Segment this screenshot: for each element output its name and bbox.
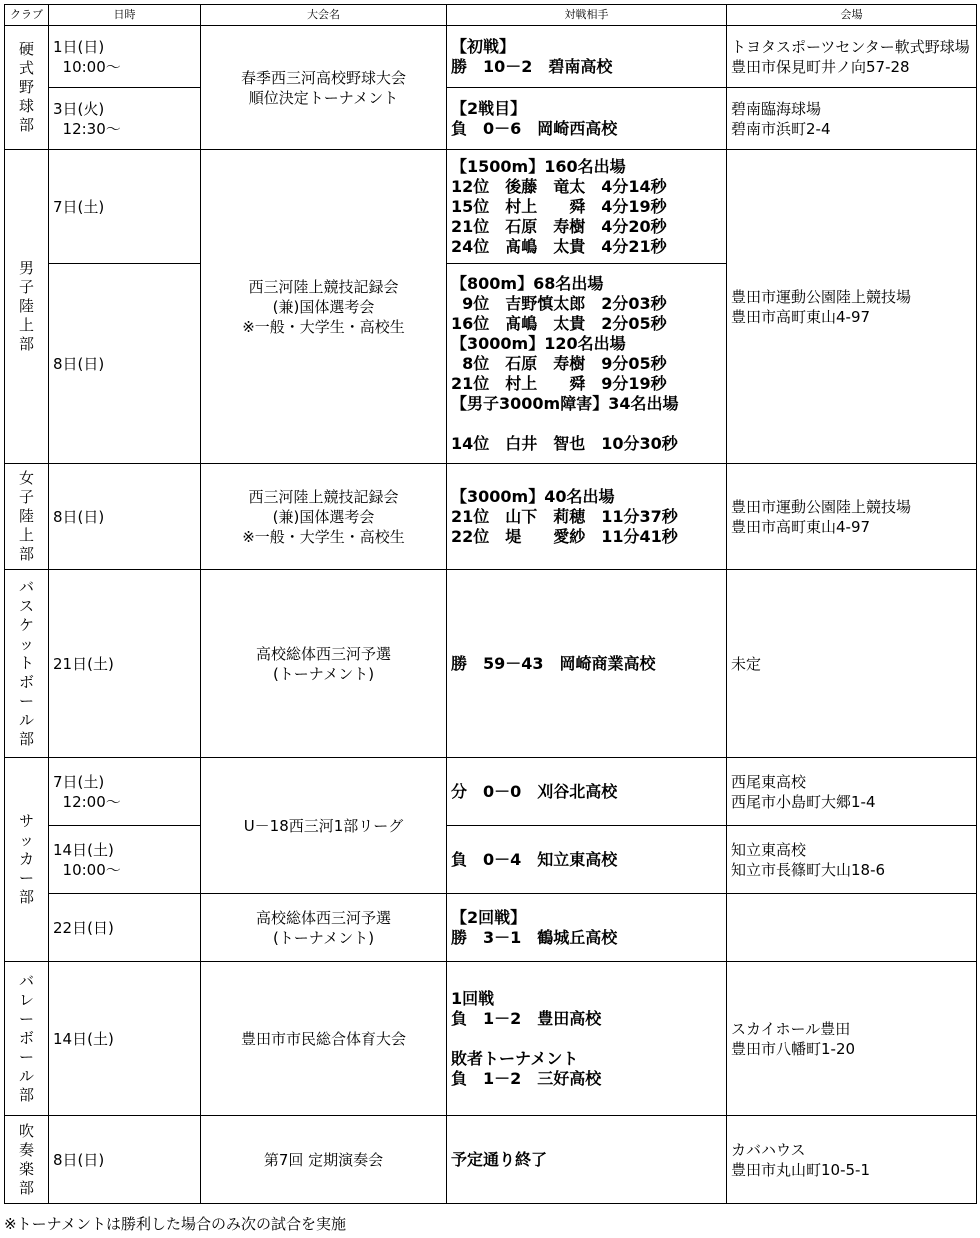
header-club: クラブ (5, 5, 49, 26)
club-cell-basketball (5, 570, 49, 758)
club-name-char: ー (18, 1010, 34, 1028)
club-name-char: ー (18, 869, 34, 887)
club-name-char: 硬 (18, 40, 34, 58)
table-row (5, 826, 977, 894)
header-opponent: 対戦相手 (447, 5, 727, 26)
opponent-cell: 予定通り終了 (447, 1116, 727, 1204)
table-row (5, 26, 977, 88)
table-row (5, 1116, 977, 1204)
header-venue: 会場 (727, 5, 977, 26)
club-name-char: 男 (18, 259, 34, 277)
club-name-char: ト (18, 654, 34, 672)
opponent-cell: 【800m】68名出場 9位 吉野慎太郎 2分03秒 16位 髙嶋 太貴 2分05秒 【3000m】120名出場 8位 石原 寿樹 9分05秒 21位 村上 舜 9分19秒 【男子3000m障害】34名出場 14位 白井 智也 10分30秒 (447, 264, 727, 464)
date-cell: 8日(日) (49, 1116, 201, 1204)
club-name-char: バ (18, 578, 34, 596)
club-name-char: 野 (18, 78, 34, 96)
table-row (5, 88, 977, 150)
date-cell: 14日(土) (49, 962, 201, 1116)
club-cell-womens-track (5, 464, 49, 570)
club-name-char: サ (18, 812, 34, 830)
club-name-char: ル (18, 711, 34, 729)
opponent-cell: 【1500m】160名出場 12位 後藤 竜太 4分14秒 15位 村上 舜 4分19秒 21位 石原 寿樹 4分20秒 24位 髙嶋 太貴 4分21秒 (447, 150, 727, 264)
footnote: ※トーナメントは勝利した場合のみ次の試合を実施 (4, 1215, 346, 1233)
club-name-char: 球 (18, 97, 34, 115)
club-name-char: 子 (18, 488, 34, 506)
event-cell: 豊田市市民総合体育大会 (201, 962, 447, 1116)
venue-cell (727, 894, 977, 962)
club-name-char: 部 (18, 1086, 34, 1104)
opponent-cell: 【2回戦】 勝 3－1 鶴城丘高校 (447, 894, 727, 962)
date-cell: 1日(日) 10:00～ (49, 26, 201, 88)
club-name-char: 部 (18, 888, 34, 906)
club-name-char: ケ (18, 616, 34, 634)
header-event: 大会名 (201, 5, 447, 26)
venue-cell: 未定 (727, 570, 977, 758)
event-cell: 第7回 定期演奏会 (201, 1116, 447, 1204)
opponent-cell: 1回戦 負 1－2 豊田高校 敗者トーナメント 負 1－2 三好高校 (447, 962, 727, 1116)
event-cell: 西三河陸上競技記録会 (兼)国体選考会 ※一般・大学生・高校生 (201, 464, 447, 570)
venue-cell: カバハウス 豊田市丸山町10-5-1 (727, 1116, 977, 1204)
schedule-table (4, 4, 977, 1204)
club-name-char: ル (18, 1067, 34, 1085)
table-row (5, 150, 977, 264)
club-cell-mens-track (5, 150, 49, 464)
venue-cell: 西尾東高校 西尾市小島町大郷1-4 (727, 758, 977, 826)
club-name-char: 部 (18, 1178, 34, 1197)
date-cell: 14日(土) 10:00～ (49, 826, 201, 894)
club-name-char: カ (18, 850, 34, 868)
table-row (5, 962, 977, 1116)
event-cell: 高校総体西三河予選 (トーナメント) (201, 570, 447, 758)
event-cell: 春季西三河高校野球大会 順位決定トーナメント (201, 26, 447, 150)
header-date: 日時 (49, 5, 201, 26)
opponent-cell: 【2戦目】 負 0－6 岡崎西高校 (447, 88, 727, 150)
club-name-char: 楽 (18, 1159, 34, 1178)
date-cell: 3日(火) 12:30～ (49, 88, 201, 150)
club-name-char: 女 (18, 469, 34, 487)
club-name-char: 陸 (18, 507, 34, 525)
club-name-char: 式 (18, 59, 34, 77)
opponent-cell: 分 0－0 刈谷北高校 (447, 758, 727, 826)
date-cell: 7日(土) 12:00～ (49, 758, 201, 826)
club-name-char: バ (18, 972, 34, 990)
club-name-char: 吹 (18, 1121, 34, 1140)
club-name-char: 子 (18, 278, 34, 296)
opponent-cell: 【3000m】40名出場 21位 山下 莉穂 11分37秒 22位 堤 愛紗 11分41秒 (447, 464, 727, 570)
venue-cell: 豊田市運動公園陸上競技場 豊田市高町東山4-97 (727, 150, 977, 464)
club-name-char: 陸 (18, 297, 34, 315)
club-name-char: 上 (18, 526, 34, 544)
venue-cell: スカイホール豊田 豊田市八幡町1-20 (727, 962, 977, 1116)
club-name-char: 部 (18, 730, 34, 748)
venue-cell: 碧南臨海球場 碧南市浜町2-4 (727, 88, 977, 150)
club-name-char: ー (18, 692, 34, 710)
date-cell: 7日(土) (49, 150, 201, 264)
club-name-char: 部 (18, 116, 34, 134)
club-name-char: レ (18, 991, 34, 1009)
club-name-char: ボ (18, 673, 34, 691)
venue-cell: トヨタスポーツセンター軟式野球場 豊田市保見町井ノ向57-28 (727, 26, 977, 88)
club-cell-volleyball (5, 962, 49, 1116)
event-cell: U－18西三河1部リーグ (201, 758, 447, 894)
opponent-cell: 負 0－4 知立東高校 (447, 826, 727, 894)
club-cell-band (5, 1116, 49, 1204)
table-row (5, 894, 977, 962)
club-name-char: 部 (18, 545, 34, 563)
club-cell-soccer (5, 758, 49, 962)
venue-cell: 豊田市運動公園陸上競技場 豊田市高町東山4-97 (727, 464, 977, 570)
club-name-char: ッ (18, 635, 34, 653)
club-name-char: 奏 (18, 1140, 34, 1159)
table-row (5, 570, 977, 758)
club-name-char: 部 (18, 335, 34, 353)
venue-cell: 知立東高校 知立市長篠町大山18-6 (727, 826, 977, 894)
club-name-char: ー (18, 1048, 34, 1066)
header-row (5, 5, 977, 26)
club-name-char: ス (18, 597, 34, 615)
date-cell: 21日(土) (49, 570, 201, 758)
club-name-char: ボ (18, 1029, 34, 1047)
table-row (5, 758, 977, 826)
club-cell-baseball (5, 26, 49, 150)
table-row (5, 464, 977, 570)
club-name-char: 上 (18, 316, 34, 334)
opponent-cell: 【初戦】 勝 10－2 碧南高校 (447, 26, 727, 88)
event-cell: 高校総体西三河予選 (トーナメント) (201, 894, 447, 962)
club-name-char: ッ (18, 831, 34, 849)
date-cell: 22日(日) (49, 894, 201, 962)
date-cell: 8日(日) (49, 264, 201, 464)
opponent-cell: 勝 59－43 岡崎商業高校 (447, 570, 727, 758)
date-cell: 8日(日) (49, 464, 201, 570)
event-cell: 西三河陸上競技記録会 (兼)国体選考会 ※一般・大学生・高校生 (201, 150, 447, 464)
